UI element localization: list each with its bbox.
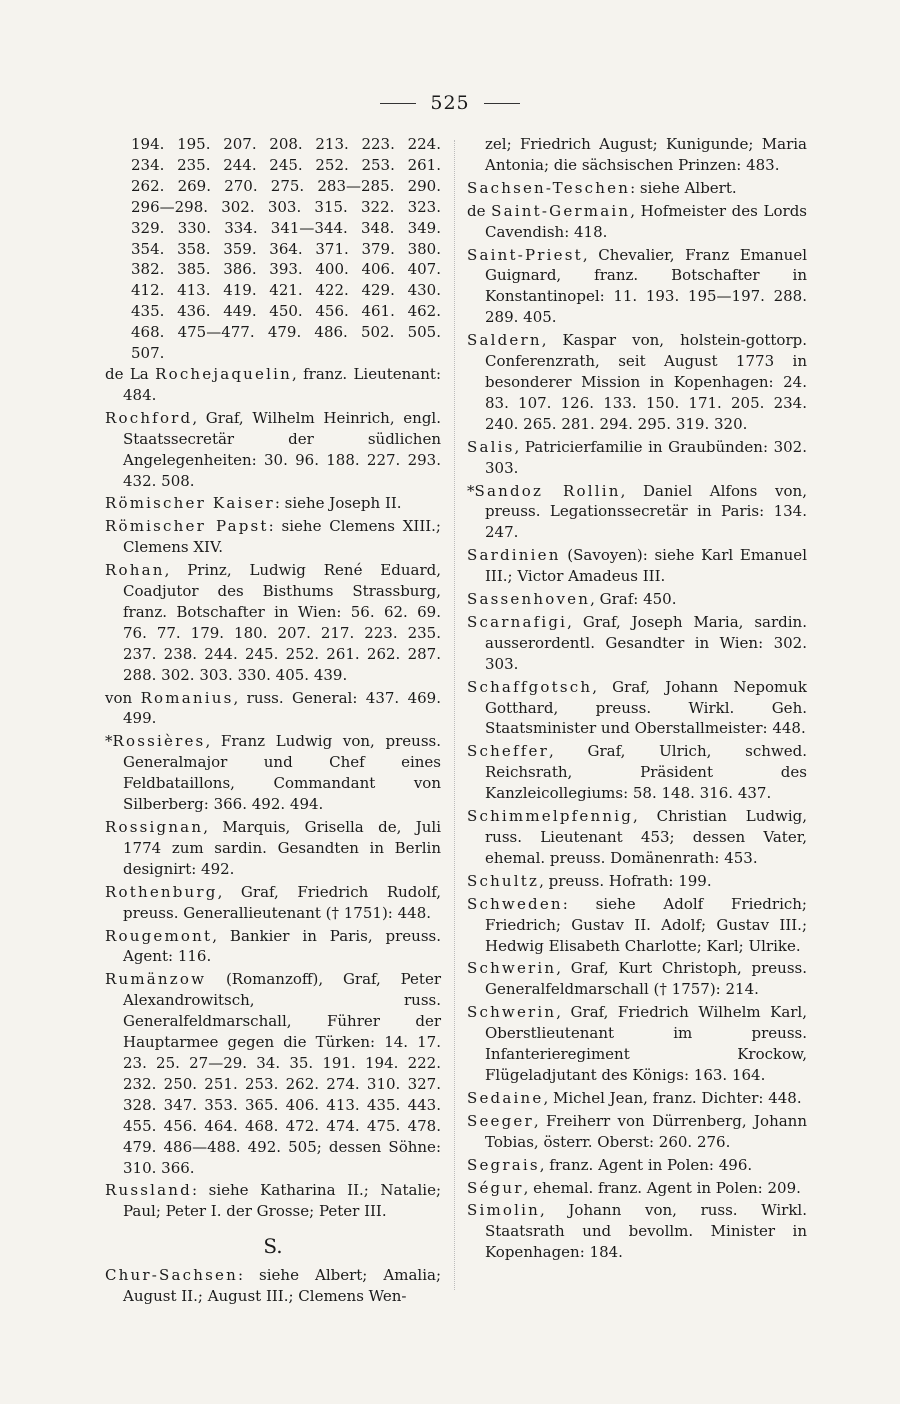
number-row [105,218,441,239]
page-ref: 195. [177,135,211,153]
entry-text: (Savoyen): siehe Karl Emanuel III.; Victor Amadeus III. [485,546,807,586]
entry-name: Schwerin [467,959,557,978]
page-ref: 393. [269,260,303,279]
page-ref: 435. [131,302,165,321]
entry-name: Römischer Papst [105,517,269,536]
entry-text: , preuss. Hofrath: 199. [539,871,712,890]
entry-name: Schwerin [467,1003,557,1022]
entry-name: Rothenburg [105,882,218,901]
page-ref: 407. [407,260,441,279]
page-ref: 269. [177,176,211,195]
index-entry [105,688,441,730]
page-ref: 462. [407,302,441,321]
page-ref: 334. [224,218,258,237]
entry-text: , Franz Ludwig von, preuss. Generalmajor und Chef eines Feldbataillons, Commandant von Silberberg: 366. 492. 494. [123,732,441,814]
entry-name: Russland [105,1181,192,1200]
index-entry [105,493,441,514]
page-ref: 371. [315,239,349,258]
page-ref: 207. [223,135,257,153]
page-ref: 413. [177,281,211,300]
entry-text: , Patricierfamilie in Graubünden: 302. 303. [485,437,807,477]
entry-name: Romanius [140,688,234,707]
entry-name: Sassenhoven [467,590,591,609]
page-ref: 422. [315,281,349,300]
page-ref: 505. [407,323,441,342]
page-ref: 223. [361,135,395,153]
number-row [105,280,441,301]
page-ref: 380. [407,239,441,258]
entry-text: : siehe Adolf Friedrich; Friedrich; Gustav II. Adolf; Gustav III.; Hedwig Elisabeth Charlotte; Karl; Ulrike. [485,894,807,955]
page-ref: 302. [221,197,255,216]
page-ref: 486. [314,323,348,342]
page-ref: 475—477. [177,323,255,342]
entry-text: , Graf, Wilhelm Heinrich, engl. Staatssecretär der südlichen Angelegenheiten: 30. 96. 188. 227. 293. 432. 508. [123,408,441,490]
page-ref: 275. [270,176,305,195]
page-ref: 386. [223,260,257,279]
page-number: 525 [430,92,470,114]
index-entry [467,612,807,675]
page-ref: 419. [223,281,257,300]
index-entry [105,408,441,492]
index-entry [467,1178,807,1199]
entry-text: , Marquis, Grisella de, Juli 1774 zum sardin. Gesandten in Berlin designirt: 492. [123,818,441,878]
entry-name: Rumänzow [105,970,207,989]
entry-text: , russ. General: 437. 469. 499. [123,688,441,728]
entry-name: Chur-Sachsen [105,1266,238,1285]
page-ref: 315. [314,197,348,216]
page-ref: 436. [177,302,211,321]
page-ref: 449. [223,302,257,321]
entry-text: , Christian Ludwig, russ. Lieutenant 453; dessen Vater, ehemal. preuss. Domänenrath: 453. [485,807,807,867]
entry-name: Segrais [467,1155,540,1174]
number-row [105,322,441,343]
number-row [105,197,441,218]
entry-name: Scheffer [467,742,549,761]
entry-name: Rougemont [105,926,213,945]
page-ref: 456. [315,302,349,321]
page-ref: 359. [223,239,257,258]
index-entry [105,1265,441,1307]
page-ref: 262. [131,176,165,195]
entry-text: , Graf, Johann Nepomuk Gotthard, preuss. Wirkl. Geh. Staatsminister und Oberstallmeister: 448. [485,677,807,738]
index-entry [467,201,807,243]
number-row [105,301,441,322]
entry-prefix: von [105,688,141,707]
entry-text: , Graf, Friedrich Rudolf, preuss. Generallieutenant († 1751): 448. [123,882,441,922]
entry-text: , Graf: 450. [590,590,677,609]
page-ref: 412. [131,281,165,300]
entry-text: : siehe Albert. [630,178,737,197]
section-letter: S. [263,1234,283,1259]
entry-text: : siehe Clemens XIII.; Clemens XIV. [123,517,441,557]
header-rule-left [380,103,416,104]
entry-text: : siehe Joseph II. [274,494,402,513]
entry-prefix: de La [105,364,156,383]
page-ref: 244. [223,155,257,174]
entry-text: , Johann von, russ. Wirkl. Staatsrath und bevollm. Minister in Kopenhagen: 184. [485,1201,807,1262]
page-ref: 507. [131,344,165,363]
number-row [105,343,441,364]
entry-name: Saint-Germain [491,201,631,220]
entry-name: Rohan [105,561,165,580]
entry-name: Seeger [467,1111,534,1130]
index-entry [105,969,441,1178]
page-ref: 400. [315,260,349,279]
index-entry [467,330,807,435]
right-column [467,134,807,1265]
page-ref: 329. [131,218,165,237]
entry-text: , franz. Agent in Polen: 496. [539,1155,753,1174]
page-ref: 468. [131,323,165,342]
index-entry [467,1155,807,1176]
index-entry [467,1088,807,1109]
entry-name: Schimmelpfennig [467,807,634,826]
index-entry [105,882,441,924]
page-ref: 213. [315,135,349,153]
entry-name: Sandoz Rollin [474,481,621,500]
page-ref: 379. [361,239,395,258]
page-ref: 382. [131,260,165,279]
entry-text: , Michel Jean, franz. Dichter: 448. [543,1088,802,1107]
entry-text: , Hofmeister des Lords Cavendish: 418. [485,201,808,241]
entry-name: Simolin [467,1201,540,1220]
index-entry [467,437,807,479]
index-entry [467,894,807,957]
entry-text: , Graf, Joseph Maria, sardin. ausserordentl. Gesandter in Wien: 302. 303. [485,612,807,673]
page-ref: 348. [361,218,395,237]
entry-name: Rochejaquelin [155,364,292,383]
number-row [105,155,441,176]
entry-name: Schultz [467,871,540,890]
index-entry [105,817,441,880]
page-ref: 421. [269,281,303,300]
page-ref: 330. [177,218,211,237]
index-entry [105,1180,441,1222]
entry-text: , franz. Lieutenant: 484. [123,364,441,404]
index-entry [467,958,807,1000]
page-ref: 252. [315,155,349,174]
page-header [0,92,900,114]
page-ref: 283—285. [317,176,395,195]
entry-name: Saint-Priest [467,245,583,264]
entry-text: , Graf, Friedrich Wilhelm Karl, Oberstlieutenant im preuss. Infanterieregiment Krockow, Flügeladjutant des Königs: 163. 164. [485,1003,807,1084]
entry-name: Scarnafigi [467,612,568,631]
page-ref: 261. [407,155,441,174]
index-entry [467,741,807,804]
entry-text: , Freiherr von Dürrenberg, Johann Tobias, österr. Oberst: 260. 276. [485,1111,807,1151]
index-entry [105,560,441,685]
entry-name: Römischer Kaiser [105,494,275,513]
page-ref: 194. [131,135,165,153]
left-tail-entries [105,1265,441,1307]
index-entry [467,178,807,199]
index-entry [467,871,807,892]
page-ref: 270. [224,176,258,195]
entry-text: , Prinz, Ludwig René Eduard, Coadjutor des Bisthums Strassburg, franz. Botschafter in Wien: 56. 62. 69. 76. 77. 179. 180. 207. 217. 223. 235. 237. 238. 244. 245. 252. 261. 262. 287. 288. 302. 303. 330. 405. 439. [123,561,441,684]
page-ref: 235. [177,155,211,174]
index-entry [105,516,441,558]
entry-name: Sachsen-Teschen [467,178,631,197]
index-entry [467,806,807,869]
entry-name: Schweden [467,894,563,913]
header-rule-right [484,103,520,104]
entry-name: Sardinien [467,546,561,565]
page-ref: 322. [361,197,395,216]
number-row [105,134,441,155]
page-ref: 354. [131,239,165,258]
page-ref: 429. [361,281,395,300]
entry-text: : siehe Albert; Amalia; August II.; August III.; Clemens Wen- [123,1266,441,1306]
page-ref: 450. [269,302,303,321]
column-divider [454,140,455,1290]
page-ref: 245. [269,155,303,174]
index-entry [467,1111,807,1153]
page-ref: 323. [407,197,441,216]
page-ref: 406. [361,260,395,279]
page-ref: 479. [267,323,302,342]
page-ref: 224. [407,135,441,153]
entry-text: , Chevalier, Franz Emanuel Guignard, franz. Botschafter in Konstantinopel: 11. 193. 195—197. 288. 289. 405. [485,245,807,327]
page-ref: 502. [361,323,395,342]
page-ref: 290. [407,176,441,195]
index-entry [467,1002,807,1086]
left-entries [105,364,441,1222]
entry-text: , Bankier in Paris, preuss. Agent: 116. [123,926,441,966]
entry-text: : siehe Katharina II.; Natalie; Paul; Peter I. der Grosse; Peter III. [123,1181,441,1221]
entry-name: Ségur [467,1178,524,1197]
page-ref: 303. [267,197,302,216]
page-ref: 208. [269,135,303,153]
index-entry [105,731,441,815]
page-ref: 358. [177,239,211,258]
entry-name: Rochford [105,408,193,427]
index-entry [467,245,807,329]
entry-prefix: * [105,732,113,751]
number-row [105,259,441,280]
left-column [105,134,441,1309]
page-ref: 364. [269,239,303,258]
entry-name: Rossières [112,732,206,751]
entry-prefix: de [467,201,492,220]
page-ref: 461. [361,302,395,321]
number-row [105,239,441,260]
entry-text: (Romanzoff), Graf, Peter Alexandrowitsch, russ. Generalfeldmarschall, Führer der Hauptarmee gegen die Türken: 14. 17. 23. 25. 27—29. 34. 35. 191. 194. 222. 232. 250. 251. 253. 262. 274. 310. 327. 328. 347. 353. 365. 406. 413. 435. 443. 455. 456. 464. 468. 472. 474. 475. 478. 479. 486—488. 492. 505; dessen Söhne: 310. 366. [123,970,441,1177]
entry-name: Rossignan [105,818,204,836]
entry-name: Saldern [467,331,542,350]
page-ref: 430. [407,281,441,300]
page-ref: 385. [177,260,211,279]
continuation-entry: zel; Friedrich August; Kunigunde; Maria Antonia; die sächsischen Prinzen: 483. [485,135,807,174]
entry-name: Salis [467,437,515,456]
page-ref: 341—344. [270,218,348,237]
index-entry [467,589,807,610]
index-entry [467,545,807,587]
index-entry [467,481,807,544]
entry-text: , Graf, Ulrich, schwed. Reichsrath, Präsident des Kanzleicollegiums: 58. 148. 316. 437. [485,742,807,803]
page-ref: 349. [407,218,441,237]
entry-name: Schaffgotsch [467,677,593,696]
number-row [105,176,441,197]
entry-text: , ehemal. franz. Agent in Polen: 209. [523,1178,801,1197]
page-number-rows [105,134,441,364]
page-ref: 234. [131,155,165,174]
right-entries [467,178,807,1263]
page-ref: 296—298. [131,197,209,216]
entry-name: Sedaine [467,1088,544,1107]
index-entry [105,926,441,968]
entry-text: , Graf, Kurt Christoph, preuss. Generalfeldmarschall († 1757): 214. [485,959,807,999]
index-entry [105,364,441,406]
entry-prefix: * [467,481,475,500]
index-entry [467,1200,807,1263]
page-ref: 253. [361,155,395,174]
entry-text: , Daniel Alfons von, preuss. Legationssecretär in Paris: 134. 247. [485,481,807,542]
entry-text: , Kaspar von, holstein-gottorp. Conferenzrath, seit August 1773 in besonderer Mission in Kopenhagen: 24. 83. 107. 126. 133. 150. 171. 205. 234. 240. 265. 281. 294. 295. 319. 320. [485,331,807,433]
index-entry [467,677,807,740]
